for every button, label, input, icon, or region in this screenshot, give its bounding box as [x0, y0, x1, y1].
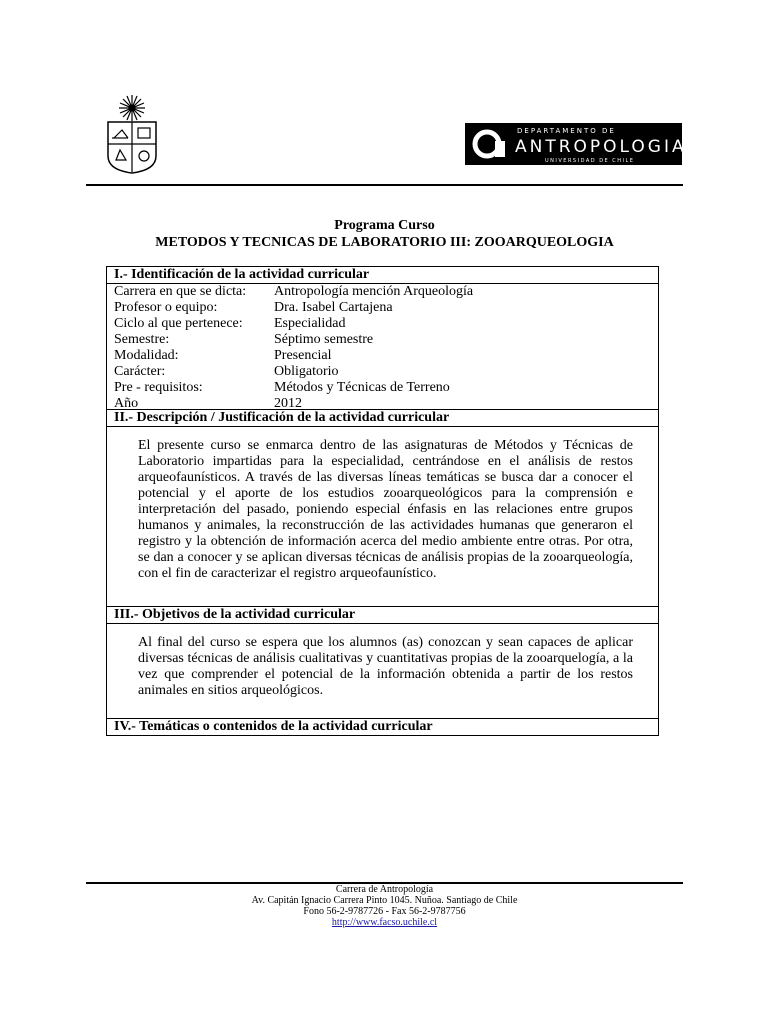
footer-address: Av. Capitán Ignacio Carrera Pinto 1045. Nuñoa. Santiago de Chile: [251, 895, 518, 906]
document-title-block: [86, 217, 683, 251]
dept-logo-main: ANTROPOLOGIA: [515, 137, 682, 157]
section-heading: II.- Descripción / Justificación de la actividad curricular: [107, 410, 658, 427]
description-paragraph: El presente curso se enmarca dentro de las asignaturas de Métodos y Técnicas de Laboratorio impartidas para la especialidad, centrándose en el análisis de restos arqueofaunísticos. A través de las diversas líneas temáticas se busca dar a conocer el potencial y el aporte de los estudios zooarqueológicos para la comprensión e interpretación del pasado, poniendo especial énfasis en las relaciones entre grupos humanos y animales, la reconstrucción de las actividades humanas que generaron el registro y la obtención de información acerca del medio ambiente entre otras. Por otra, se dan a conocer y se aplican diversas técnicas de análisis propias de la zooarqueología, con el fin de caracterizar el registro arqueofaunístico.: [138, 438, 633, 581]
info-row: Carácter: Obligatorio: [114, 364, 339, 379]
footer-program: Carrera de Antropología: [335, 884, 434, 895]
course-title: METODOS Y TECNICAS DE LABORATORIO III: ZOOARQUEOLOGIA: [155, 235, 614, 250]
objectives-paragraph: Al final del curso se espera que los alumnos (as) conozcan y sean capaces de aplicar diversas técnicas de análisis cualitativas y cuantitativas propias de la zooarquelogía, a la vez que comprender el potencial de la información obtenida a partir de los restos animales en sitios arqueológicos.: [138, 635, 633, 698]
section-heading: I.- Identificación de la actividad curricular: [107, 267, 658, 284]
section-description: [106, 409, 659, 607]
footer: [86, 884, 683, 928]
info-row: Pre - requisitos: Métodos y Técnicas de Terreno: [114, 380, 450, 395]
section-heading: III.- Objetivos de la actividad curricular: [107, 607, 658, 624]
info-row: Ciclo al que pertenece: Especialidad: [114, 316, 346, 331]
section-heading: IV.- Temáticas o contenidos de la actividad curricular: [114, 719, 433, 734]
dept-logo-bottom: UNIVERSIDAD DE CHILE: [545, 158, 635, 164]
info-row: Semestre: Séptimo semestre: [114, 332, 374, 347]
info-row: Año 2012: [114, 396, 302, 411]
section-objectives: [106, 606, 659, 719]
info-row: Profesor o equipo: Dra. Isabel Cartajena: [114, 300, 393, 315]
section-contents: [106, 718, 659, 736]
document-title: Programa Curso: [334, 218, 435, 233]
department-logo: [465, 123, 682, 165]
university-seal-icon: [104, 94, 160, 174]
header-divider: [86, 184, 683, 186]
info-row: Modalidad: Presencial: [114, 348, 332, 363]
dept-logo-top: DEPARTAMENTO DE: [517, 127, 616, 135]
section-identification: [106, 266, 659, 410]
info-row: Carrera en que se dicta: Antropología mención Arqueología: [114, 284, 474, 299]
footer-phone: Fono 56-2-9787726 - Fax 56-2-9787756: [303, 906, 466, 917]
footer-website-link[interactable]: http://www.facso.uchile.cl: [331, 917, 438, 928]
